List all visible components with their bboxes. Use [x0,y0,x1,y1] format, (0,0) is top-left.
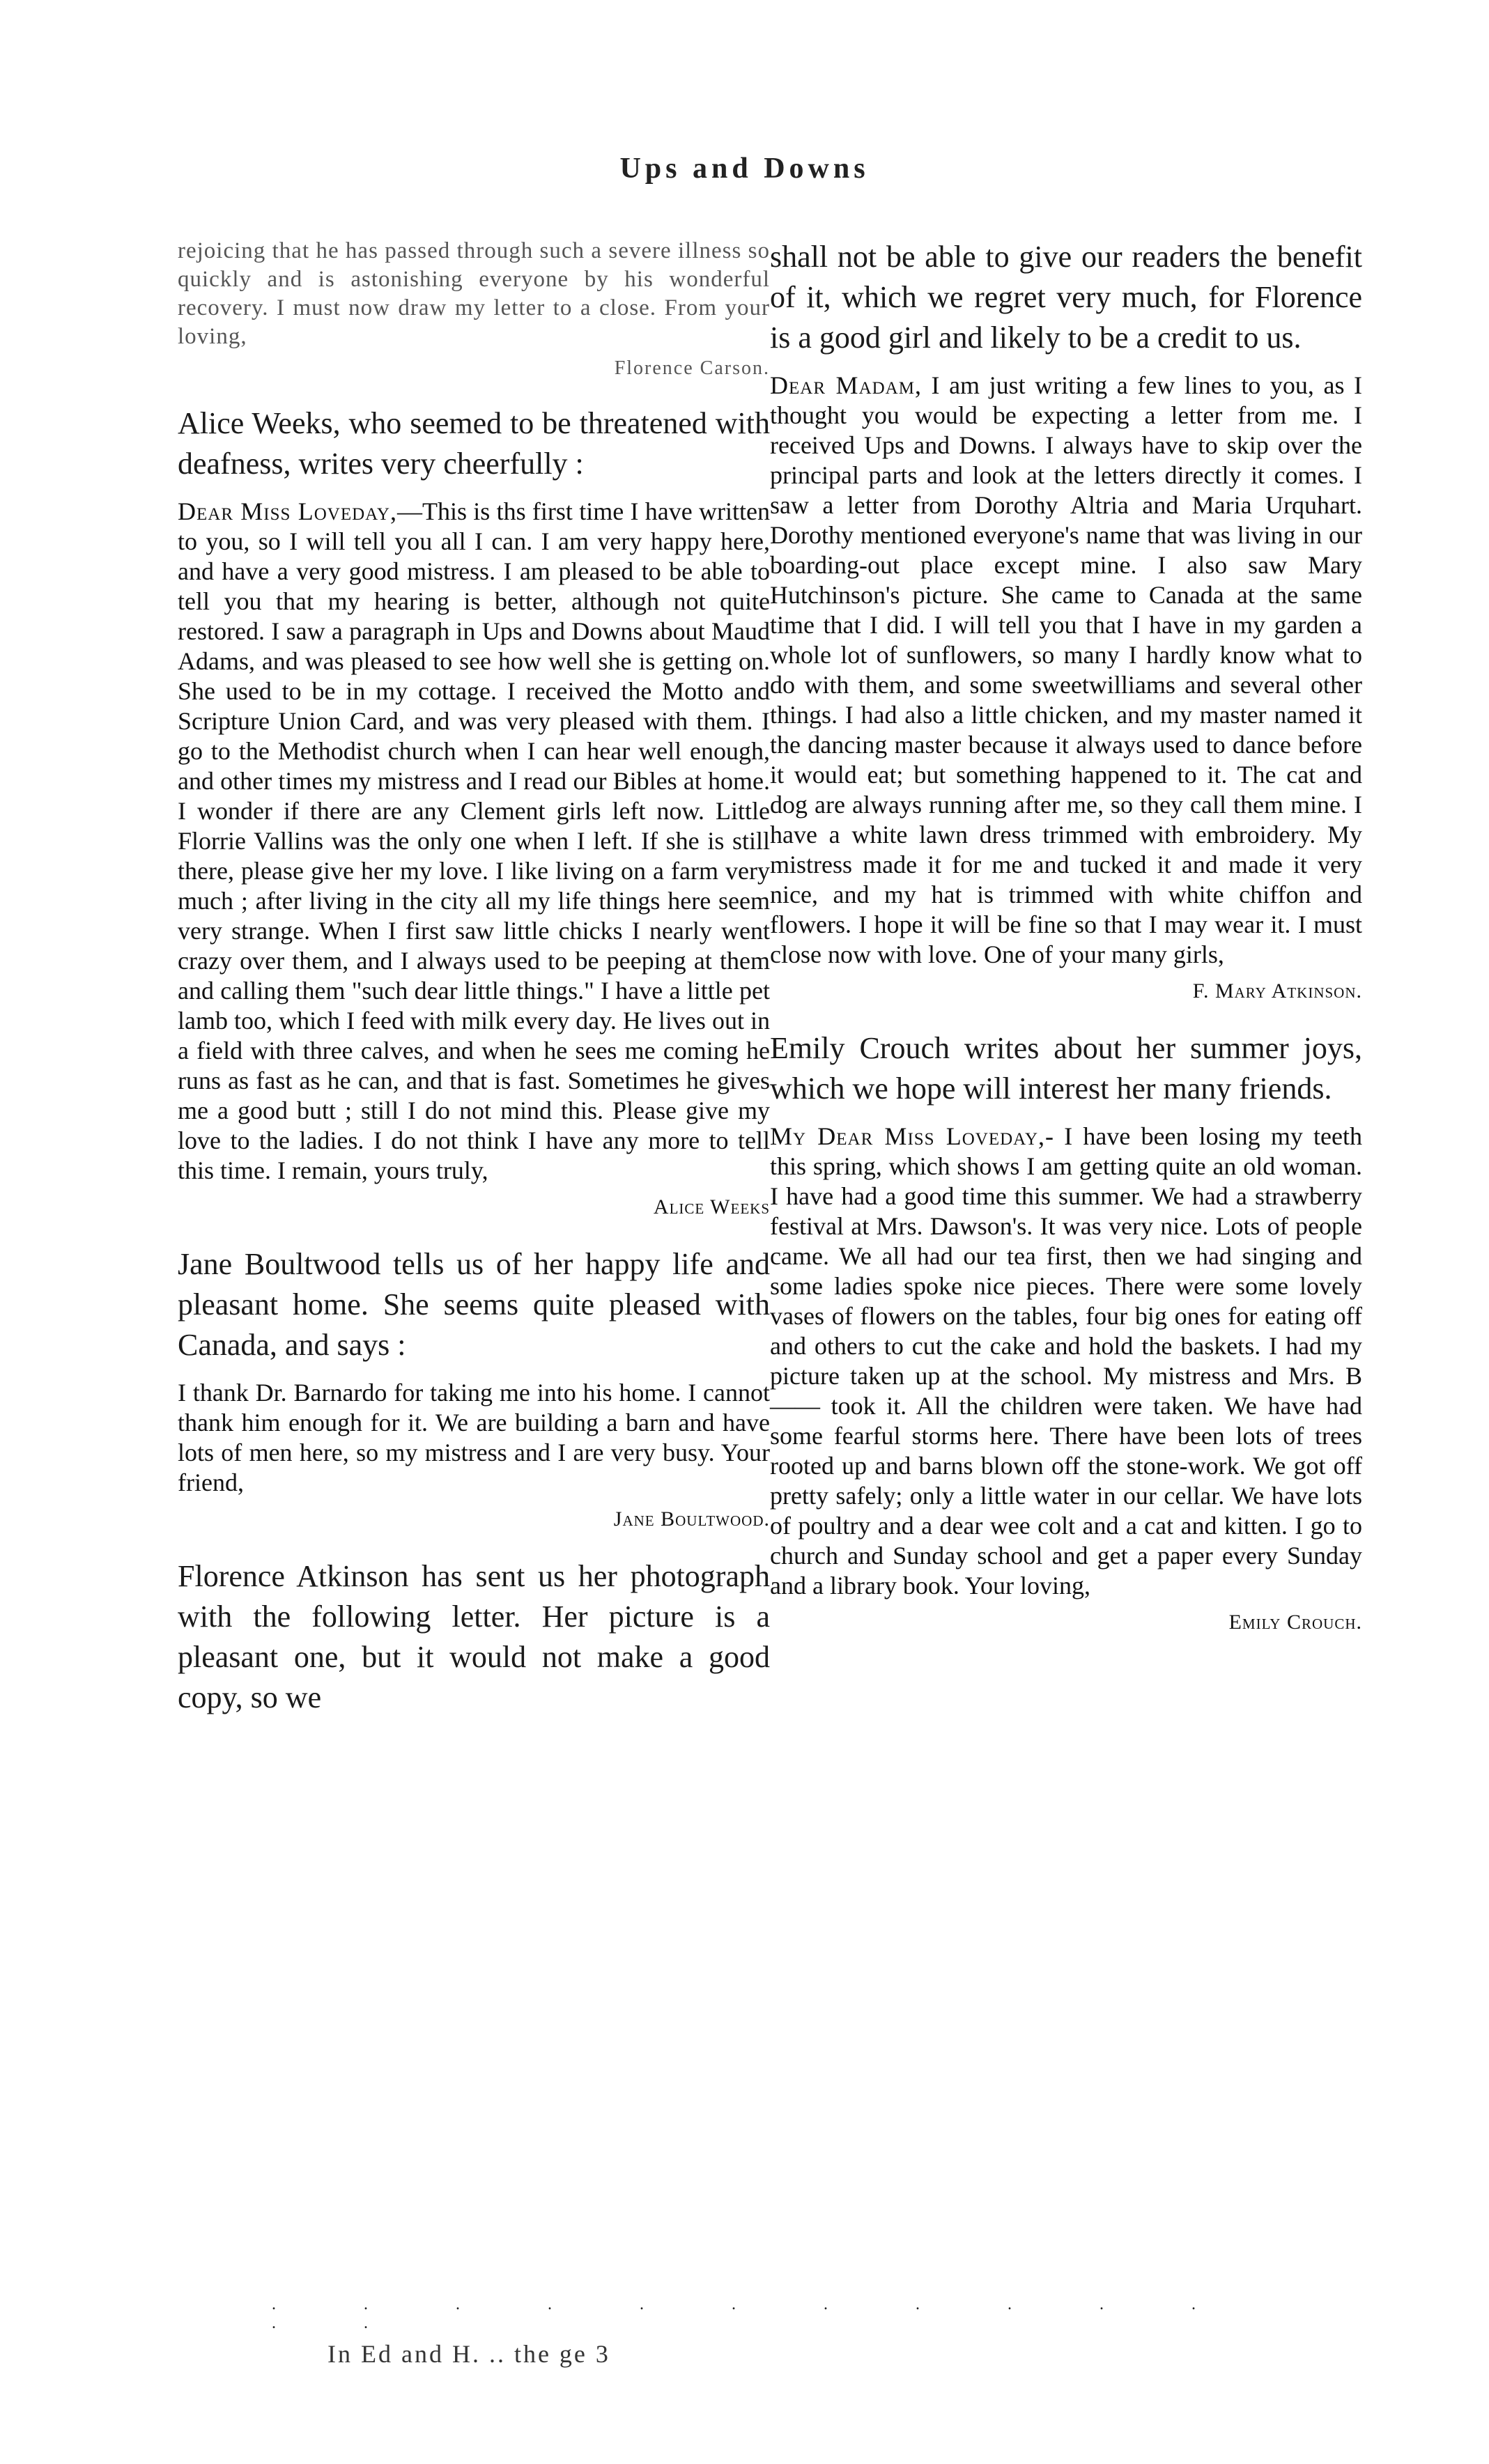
florence-salutation: Dear Madam, [770,371,922,399]
emily-intro: Emily Crouch writes about her summer joys, which we hope will interest her many friends. [770,1031,1362,1106]
emily-salutation: My Dear Miss Loveday, [770,1122,1045,1150]
opening-fragment-text: rejoicing that he has passed through such a severe illness so quickly and is astonishing everyone by his wonderful recovery. I must now draw my letter to a close. From your loving, [178,238,770,349]
left-column [178,237,770,1730]
right-column [770,237,1362,1659]
jane-intro: Jane Boultwood tells us of her happy life and pleasant home. She seems quite pleased with Canada, and says : [178,1247,770,1362]
florence-body: I am just writing a few lines to you, as I thought you would be expecting a letter from me. I received Ups and Downs. I always have to skip over the principal parts and look at the letters directly it comes. I saw a letter from Dorothy Altria and Maria Urquhart. Dorothy mentioned everyone's name that was living in our boarding-out place except mine. I also saw Mary Hutchinson's picture. She came to Canada at the same time that I did. I will tell you that I have in my garden a whole lot of sunflowers, so many I hardly know what to do with them, and some sweetwilliams and several other things. I had also a little chicken, and my master named it the dancing master because it always used to dance before it would eat; but something happened to it. The cat and dog are always running after me, so they call them mine. I have a white lawn dress trimmed with embroidery. My mistress made it for me and tucked it and made it very nice, and my hat is trimmed with white chiffon and flowers. I hope it will be fine so that I may wear it. I must close now with love. One of your many girls, [770,371,1363,968]
footer-line: In Ed and H. .. the ge 3 [327,2340,610,2368]
florence-signature: F. Mary Atkinson. [1192,979,1362,1002]
florence-intro-continued: shall not be able to give our readers the benefit of it, which we regret very much, for Florence is a good girl and likely to be a credit to us. [770,240,1362,355]
alice-intro: Alice Weeks, who seemed to be threatened with deafness, writes very cheerfully : [178,406,770,481]
jane-signature: Jane Boultwood. [613,1508,770,1531]
running-head: Ups and Downs [619,153,870,185]
florence-letter [770,371,1362,970]
jane-body: I thank Dr. Barnardo for taking me into his home. I cannot thank him enough for it. We are building a barn and have lots of men here, so my mistress and I are very busy. Your friend, [178,1379,770,1496]
emily-body: - I have been losing my teeth this spring, which shows I am getting quite an old woman. I have had a good time this summer. We had a strawberry festival at Mrs. Dawson's. It was very nice. Lots of people came. We all had our tea first, then we had singing and some ladies spoke nice pieces. There were some lovely vases of flowers on the tables, four big ones for eating off and others to cut the cake and hold the baskets. I had my picture taken up at the school. My mistress and Mrs. B—— took it. All the children were taken. We have had some fearful storms here. There have been lots of trees rooted up and barns blown off the stone-work. We got off pretty safely; only a little water in our cellar. We have lots of poultry and a dear wee colt and a cat and kitten. I go to church and Sunday school and get a paper every Sunday and a library book. Your loving, [770,1122,1362,1599]
footer-dots: . . . . . . . . . . . . . [272,2295,1237,2332]
emily-letter [770,1122,1362,1601]
alice-salutation: Dear Miss Loveday, [178,497,397,525]
opening-fragment [178,237,770,382]
emily-signature: Emily Crouch. [1228,1611,1362,1634]
jane-letter [178,1378,770,1498]
alice-body: —This is ths first time I have written to you, so I will tell you all I can. I am very happy here, and have a very good mistress. I am pleased to be able to tell you that my hearing is better, although not quite restored. I saw a paragraph in Ups and Downs about Maud Adams, and was pleased to see how well she is getting on. She used to be in my cottage. I received the Motto and Scripture Union Card, and was very pleased with them. I go to the Methodist church when I can hear well enough, and other times my mistress and I read our Bibles at home. I wonder if there are any Clement girls left now. Little Florrie Vallins was the only one when I left. If she is still there, please give her my love. I like living on a farm very much ; after living in the city all my life things here seem very strange. When I first saw little chicks I nearly went crazy over them, and I always used to be peeping at them and calling them "such dear little things." I have a little pet lamb too, which I feed with milk every day. He lives out in a field with three calves, and when he sees me coming he runs as fast as he can, and that is fast. Sometimes he gives me a good butt ; still I do not mind this. Please give my love to the ladies. I do not think I have any more to tell this time. I remain, yours truly, [178,497,770,1184]
alice-signature: Alice Weeks [653,1195,770,1218]
opening-signature: Florence Carson. [614,357,770,379]
florence-intro: Florence Atkinson has sent us her photograph with the following letter. Her picture is a pleasant one, but it would not make a good copy, so we [178,1559,770,1714]
alice-letter [178,497,770,1186]
